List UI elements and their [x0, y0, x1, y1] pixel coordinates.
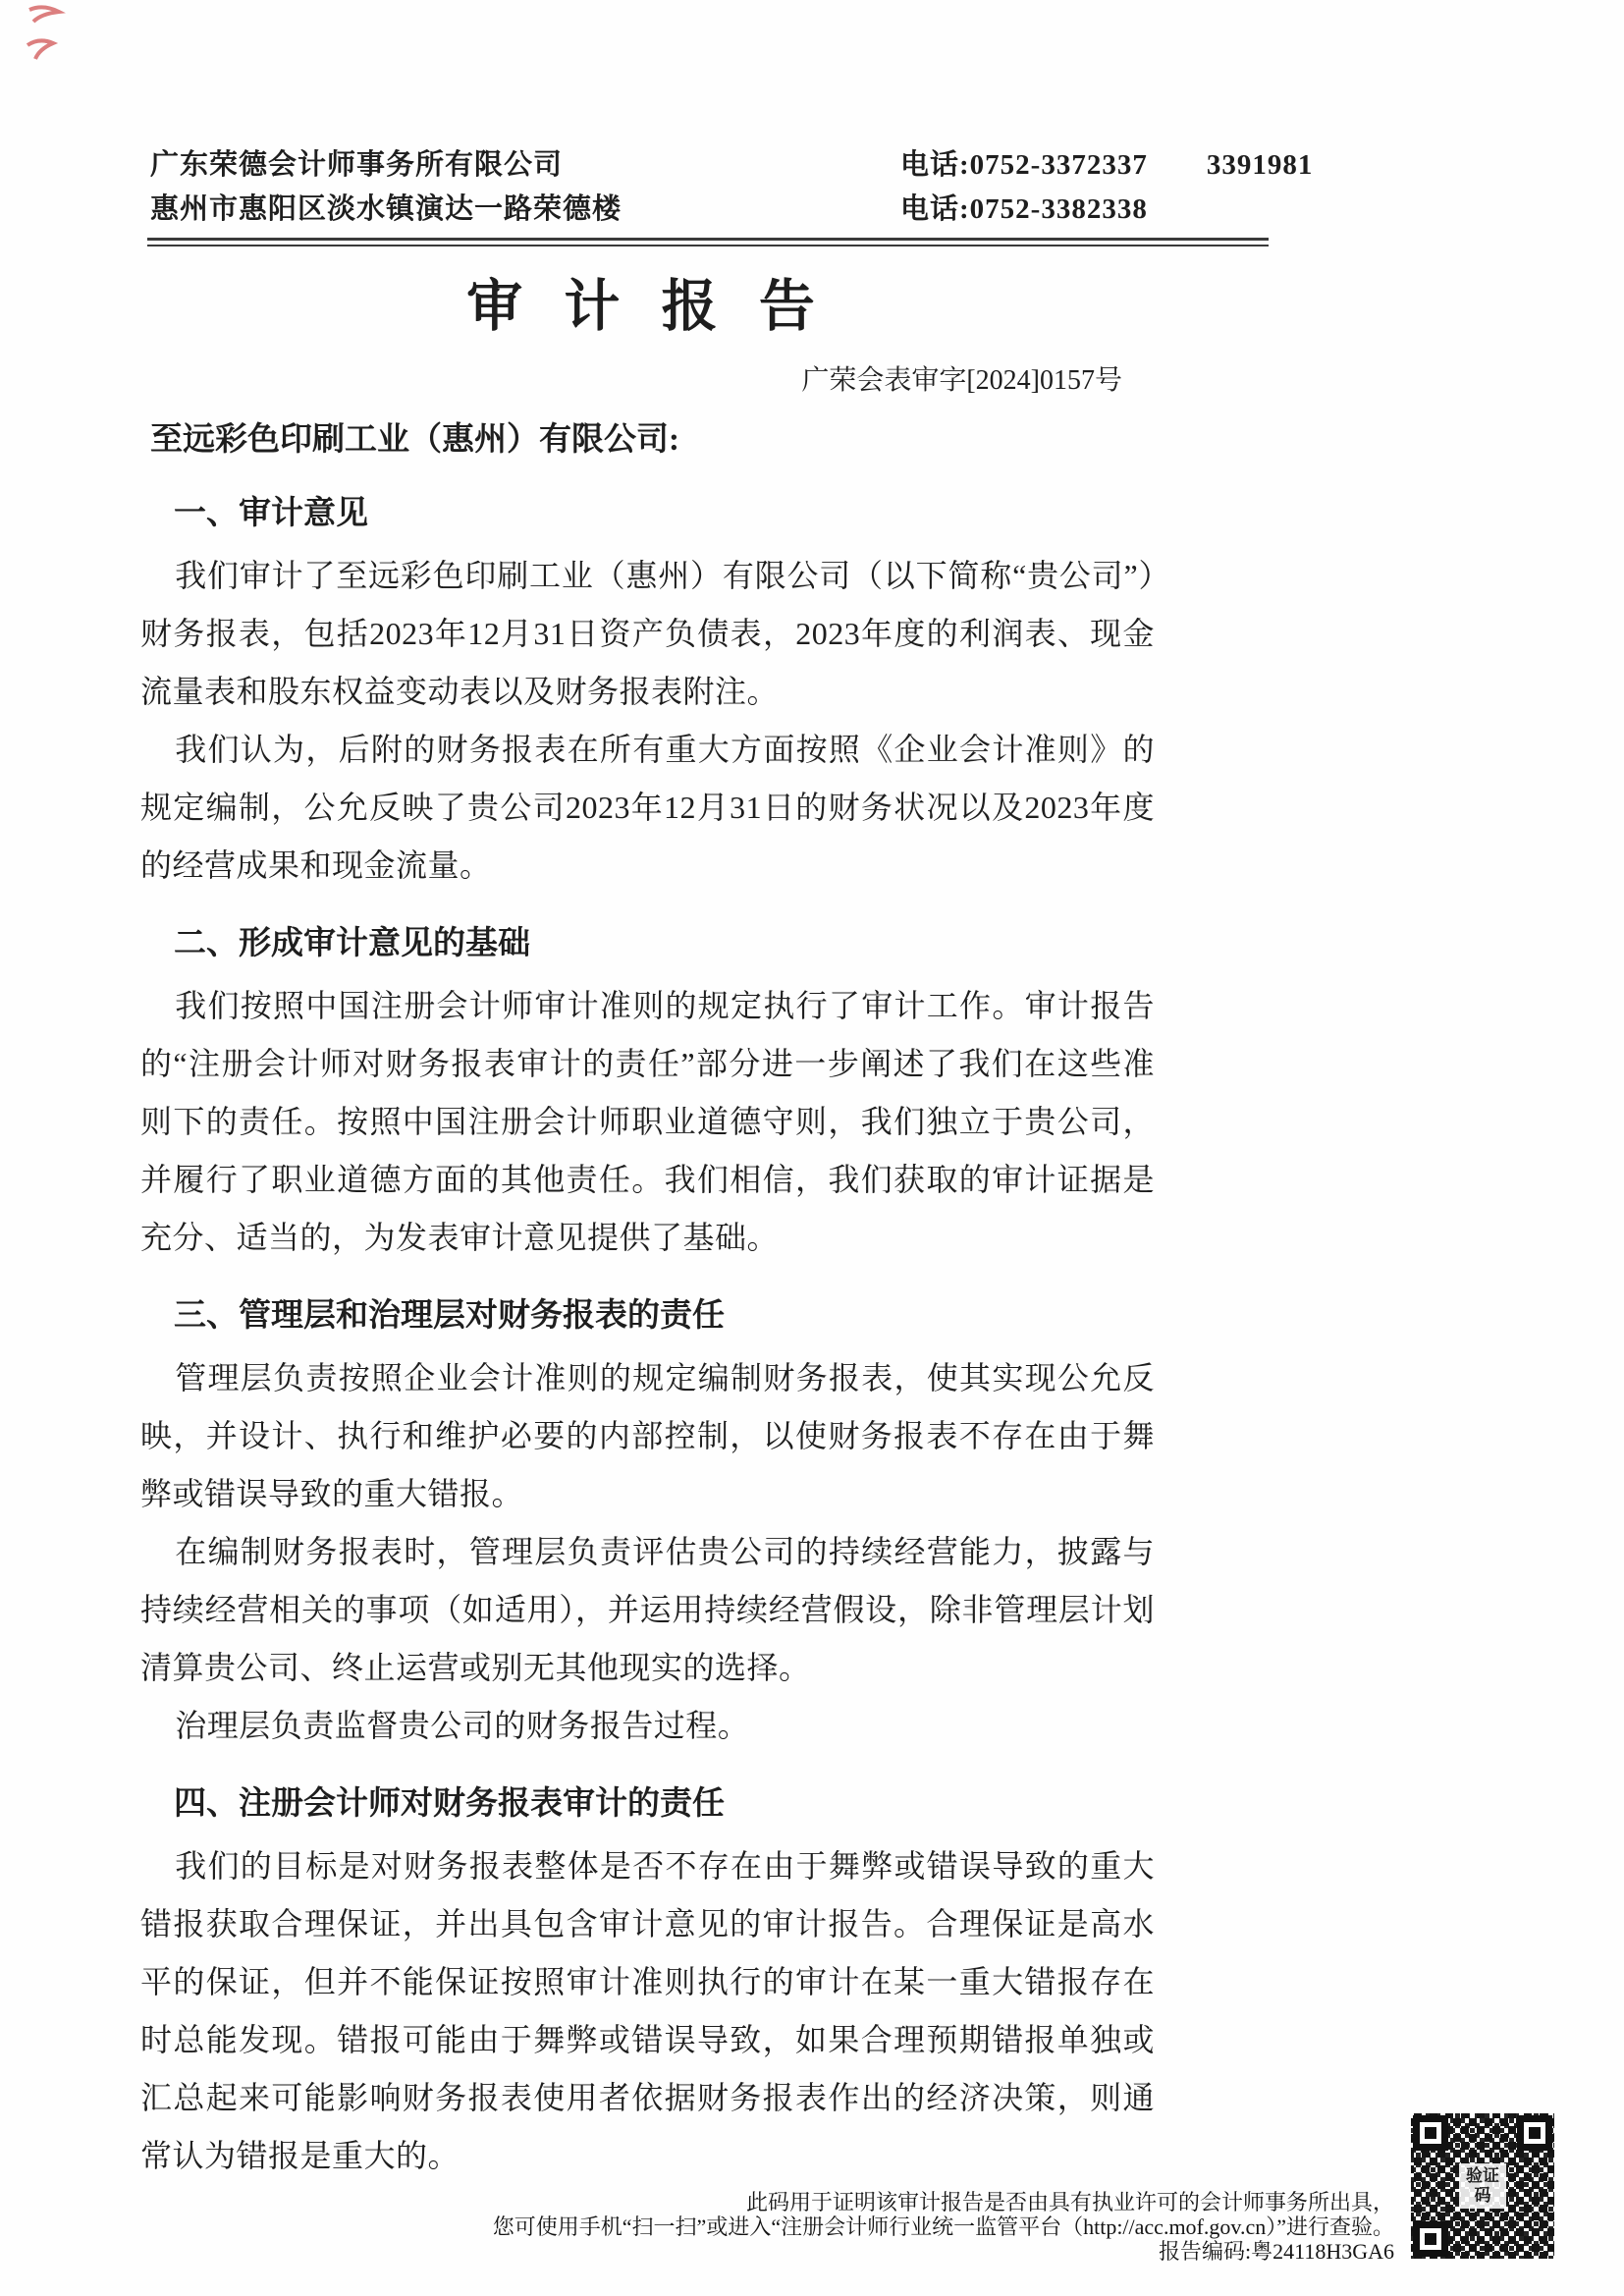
section-heading-4: 四、注册会计师对财务报表审计的责任 [174, 1786, 725, 1822]
section-audit-opinion [0, 488, 1624, 895]
qr-center-label: 验证码 [1459, 2163, 1506, 2209]
report-code: 报告编码:粤24118H3GA6 [1159, 2239, 1394, 2264]
report-title: 审 计 报 告 [466, 276, 829, 338]
letterhead [0, 0, 1624, 232]
phone-line-2: 电话:0752-3382338 [900, 193, 1148, 225]
qr-finder-icon [1413, 2115, 1448, 2151]
letterhead-phones [900, 143, 1313, 232]
reference-number: 广荣会表审字[2024]0157号 [801, 365, 1122, 396]
verification-note-line-1: 此码用于证明该审计报告是否由具有执业许可的会计师事务所出具， [745, 2190, 1394, 2214]
paragraph: 我们认为，后附的财务报表在所有重大方面按照《企业会计准则》的规定编制，公允反映了贵公司2023年12月31日的财务状况以及2023年度的经营成果和现金流量。 [140, 732, 1155, 883]
paragraph: 在编制财务报表时，管理层负责评估贵公司的持续经营能力，披露与持续经营相关的事项（如适用），并运用持续经营假设，除非管理层计划清算贵公司、终止运营或别无其他现实的选择。 [140, 1534, 1155, 1685]
qr-finder-icon [1517, 2115, 1552, 2151]
handwritten-red-marks [20, 2, 79, 71]
paragraph: 我们的目标是对财务报表整体是否不存在由于舞弊或错误导致的重大错报获取合理保证，并出具包含审计意见的审计报告。合理保证是高水平的保证，但并不能保证按照审计准则执行的审计在某一重大错报存在时总能发现。错报可能由于舞弊或错误导致，如果合理预期错报单独或汇总起来可能影响财务报表使用者依据财务报表作出的经济决策，则通常认为错报是重大的。 [140, 1848, 1155, 2173]
section-heading-3: 三、管理层和治理层对财务报表的责任 [174, 1298, 725, 1334]
letterhead-left [150, 143, 900, 232]
section-heading-2: 二、形成审计意见的基础 [174, 926, 530, 961]
section-management-responsibility [0, 1290, 1624, 1755]
verification-footer [493, 2190, 1394, 2264]
section-basis-for-opinion [0, 918, 1624, 1267]
paragraph: 管理层负责按照企业会计准则的规定编制财务报表，使其实现公允反映，并设计、执行和维护必要的内部控制，以使财务报表不存在由于舞弊或错误导致的重大错报。 [140, 1360, 1155, 1511]
paragraph: 我们审计了至远彩色印刷工业（惠州）有限公司（以下简称“贵公司”）财务报表，包括2023年12月31日资产负债表，2023年度的利润表、现金流量表和股东权益变动表以及财务报表附注。 [140, 558, 1155, 709]
header-divider-rule [147, 238, 1269, 246]
firm-name: 广东荣德会计师事务所有限公司 [150, 149, 564, 181]
firm-address: 惠州市惠阳区淡水镇演达一路荣德楼 [150, 193, 623, 225]
paragraph: 我们按照中国注册会计师审计准则的规定执行了审计工作。审计报告的“注册会计师对财务报表审计的责任”部分进一步阐述了我们在这些准则下的责任。按照中国注册会计师职业道德守则，我们独立于贵公司，并履行了职业道德方面的其他责任。我们相信，我们获取的审计证据是充分、适当的，为发表审计意见提供了基础。 [140, 988, 1155, 1255]
verification-note-line-2: 您可使用手机“扫一扫”或进入“注册会计师行业统一监管平台（http://acc.mof.gov.cn）”进行查验。 [492, 2214, 1394, 2239]
verification-qr-code [1411, 2113, 1554, 2259]
phone-line-1: 电话:0752-3372337 3391981 [900, 149, 1314, 181]
section-auditor-responsibility [0, 1778, 1624, 2185]
paragraph: 治理层负责监督贵公司的财务报告过程。 [175, 1708, 750, 1743]
section-heading-1: 一、审计意见 [174, 496, 368, 531]
addressee-line: 至远彩色印刷工业（惠州）有限公司: [150, 422, 679, 458]
qr-finder-icon [1413, 2221, 1448, 2257]
